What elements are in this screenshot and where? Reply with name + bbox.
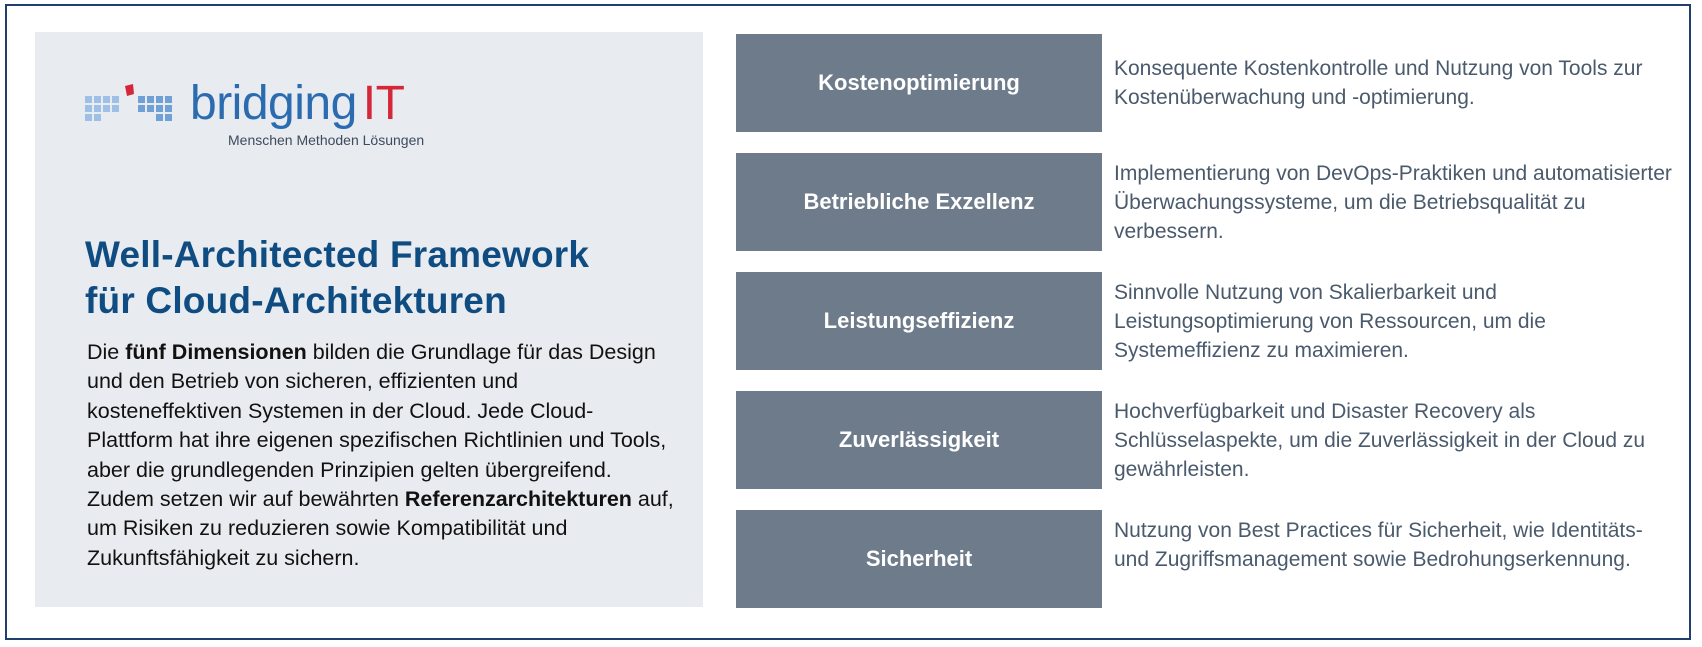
bridging-it-logo: [85, 77, 445, 160]
dimension-label: Zuverlässigkeit: [736, 391, 1102, 489]
pixel-grid-logo-icon: [85, 80, 185, 128]
dimension-label: Kostenoptimierung: [736, 34, 1102, 132]
body-bold-2: Referenzarchitekturen: [404, 487, 632, 512]
dimension-row-leistungseffizienz: [736, 272, 1686, 370]
logo-word: bridging: [190, 77, 357, 130]
title-line-1: Well-Architected Framework: [85, 234, 590, 275]
dimension-description: Sinnvolle Nutzung von Skalierbarkeit und Leistungsoptimierung von Ressourcen, um die Systemeffizienz zu maximieren.: [1114, 281, 1546, 362]
title-line-2: für Cloud-Architekturen: [85, 280, 507, 321]
logo-tagline: Menschen Methoden Lösungen: [228, 132, 425, 148]
dimension-row-zuverlaessigkeit: [736, 391, 1686, 489]
dimension-description: Implementierung von DevOps-Praktiken und automatisierter Überwachungssysteme, um die Betriebsqualität zu verbessern.: [1114, 162, 1672, 243]
dimension-label: Betriebliche Exzellenz: [736, 153, 1102, 251]
dimension-description: Nutzung von Best Practices für Sicherheit, wie Identitäts- und Zugriffsmanagement sowie Bedrohungserkennung.: [1114, 519, 1643, 571]
intro-paragraph: [87, 338, 677, 573]
dimension-description: Konsequente Kostenkontrolle und Nutzung von Tools zur Kostenüberwachung und -optimierung.: [1114, 57, 1643, 109]
body-text-3: auf, um Risiken zu reduzieren sowie Kompatibilität und Zukunftsfähigkeit zu sichern.: [87, 487, 674, 570]
body-bold-1: fünf Dimensionen: [125, 340, 307, 364]
logo-accent: IT: [362, 77, 405, 130]
dimension-description: Hochverfügbarkeit und Disaster Recovery als Schlüsselaspekte, um die Zuverlässigkeit in der Cloud zu gewährleisten.: [1114, 400, 1646, 481]
dimension-row-betriebliche-exzellenz: [736, 153, 1686, 251]
dimension-label: Sicherheit: [736, 510, 1102, 608]
dimension-row-kostenoptimierung: [736, 34, 1686, 132]
dimension-row-sicherheit: [736, 510, 1686, 608]
logo-wordmark: [190, 76, 404, 131]
body-text-1: Die: [87, 340, 126, 364]
page-title: [85, 232, 685, 324]
body-text-2: bilden die Grundlage für das Design und den Betrieb von sicheren, effizienten und kosteneffektiven Systemen in der Cloud. Jede Cloud-Plattform hat ihre eigenen spezifischen Richtlinien und Tools, aber die grundlegenden Prinzipien gelten übergreifend. Zudem setzen wir auf bewährten: [87, 340, 667, 512]
intro-panel: [35, 32, 703, 607]
dimension-label: Leistungseffizienz: [736, 272, 1102, 370]
